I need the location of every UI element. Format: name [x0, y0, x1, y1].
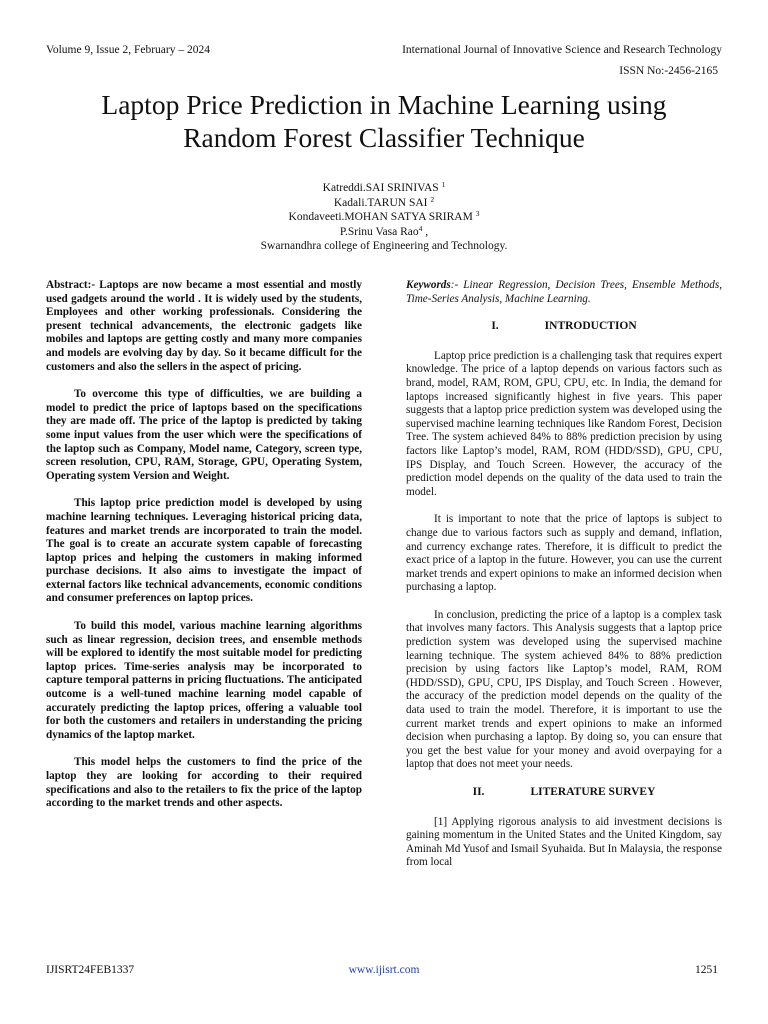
section-title: LITERATURE SURVEY — [530, 786, 656, 798]
author-block — [0, 181, 768, 254]
abstract-paragraph-3: This laptop price prediction model is developed by using machine learning techniques. Leveraging historical pricing data, features and market trends are incorporated to train the model. The goal is to create an accurate system capable of forecasting laptop prices and helping the customers in making informed purchase decisions. It also aims to investigate the impact of external factors like technical advancements, economic conditions and consumer preferences on laptop prices. — [46, 497, 362, 605]
abstract-paragraph-4: To build this model, various machine learning algorithms such as linear regression, decision trees, and ensemble methods will be explored to identify the most suitable model for predicting laptop prices. Time-series analysis may be incorporated to capture temporal patterns in pricing fluctuations. The anticipated outcome is a well-tuned machine learning model capable of accurately predicting the laptop prices, offering a valuable tool for both the customers and retailers in understanding the pricing dynamics of the laptop market. — [46, 620, 362, 741]
section-number: I. — [491, 320, 499, 333]
abstract-paragraph-2: To overcome this type of difficulties, we are building a model to predict the price of laptops based on the specifications they are made off. The price of the laptop is predicted by taking some input values from the user which were the specifications of the laptop such as Company, Model name, Category, screen type, screen resolution, CPU, RAM, Storage, GPU, Operating System, Operating system Version and Weight. — [46, 388, 362, 482]
section-heading-introduction — [406, 320, 722, 334]
footer-journal-link[interactable]: www.ijisrt.com — [348, 964, 420, 976]
keywords-label: Keywords — [406, 279, 451, 291]
running-header-volume: Volume 9, Issue 2, February – 2024 — [46, 44, 210, 56]
author-4: P.Srinu Vasa Rao$^4$ , — [339, 223, 429, 238]
author-2: Kadali.TARUN SAI $^2$ — [333, 194, 435, 209]
running-header-journal: International Journal of Innovative Science and Research Technology — [402, 44, 722, 56]
abstract-paragraph-1: Abstract:- Laptops are now became a most essential and mostly used gadgets around the world . It is widely used by the students, Employees and other working professionals. Considering the present technical advancements, the electronic gadgets like mobiles and laptops are getting costly and many more companies and models are evolving day by day. So it became difficult for the customers and also the sellers in the aspect of pricing. — [46, 279, 362, 373]
title-line-2: Random Forest Classifier Technique — [183, 122, 585, 153]
author-3: Kondaveeti.MOHAN SATYA SRIRAM $^3$ — [288, 209, 480, 223]
keywords: Keywords:- Linear Regression, Decision Trees, Ensemble Methods, Time-Series Analysis, Machine Learning. — [406, 279, 722, 305]
intro-paragraph-3: In conclusion, predicting the price of a laptop is a complex task that involves many factors. This Analysis suggests that a laptop price prediction system was developed using the supervised machine learning technique. The system achieved 84% to 88% prediction precision by using factors like Laptop’s model, RAM, ROM (HDD/SSD), GPU, CPU, IPS Display, and Touch Screen . However, the accuracy of the prediction model depends on the quality of the data used to train the model. Therefore, it is important to use the current market trends and expert opinions to make an informed decision when purchasing a laptop. By doing so, you can ensure that you get the best value for your money and avoid overpaying for a laptop that does not meet your needs. — [406, 608, 722, 771]
issn-number: ISSN No:-2456-2165 — [619, 65, 718, 77]
abstract-paragraph-5: This model helps the customers to find the price of the laptop they are looking for according to their required specifications and also to the retailers to fix the price of the laptop according to the market trends and other aspects. — [46, 756, 362, 810]
abstract-label: Abstract:- — [46, 279, 96, 291]
intro-paragraph-1: Laptop price prediction is a challenging task that requires expert knowledge. The price of a laptop depends on various factors such as brand, model, RAM, ROM, GPU, CPU, etc. In India, the demand for laptops increased significantly highest in five years. This paper suggests that a laptop price prediction system was developed using the supervised machine learning techniques like Random Forest, Decision Tree. The system achieved 84% to 88% prediction precision by using factors like Laptop’s model, RAM, ROM (HDD/SSD), GPU, CPU, IPS Display, and Touch Screen. However, the accuracy of the prediction model depends on the quality of the data used to train the model. — [406, 349, 722, 498]
intro-paragraph-2: It is important to note that the price of laptops is subject to change due to various factors such as supply and demand, inflation, and currency exchange rates. Therefore, it is difficult to predict the exact price of a laptop in the future. However, you can use the current market trends and expert opinions to make an informed decision when purchasing a laptop. — [406, 513, 722, 594]
right-column — [406, 279, 722, 884]
footer-paper-code: IJISRT24FEB1337 — [46, 964, 135, 976]
paper-title — [0, 88, 768, 154]
title-line-1: Laptop Price Prediction in Machine Learning using — [101, 89, 667, 120]
left-column — [46, 279, 362, 825]
page-number: 1251 — [695, 964, 718, 976]
affiliation: Swarnandhra college of Engineering and Technology. — [260, 240, 508, 252]
section-title: INTRODUCTION — [544, 320, 637, 333]
author-1: Katreddi.SAI SRINIVAS $^1$ — [322, 180, 446, 194]
section-number: II. — [472, 786, 485, 798]
section-heading-literature — [406, 786, 722, 800]
literature-paragraph-1: [1] Applying rigorous analysis to aid investment decisions is gaining momentum in the United States and the United Kingdom, say Aminah Md Yusof and Ismail Syuhaida. But In Malaysia, the response from local — [406, 815, 722, 869]
